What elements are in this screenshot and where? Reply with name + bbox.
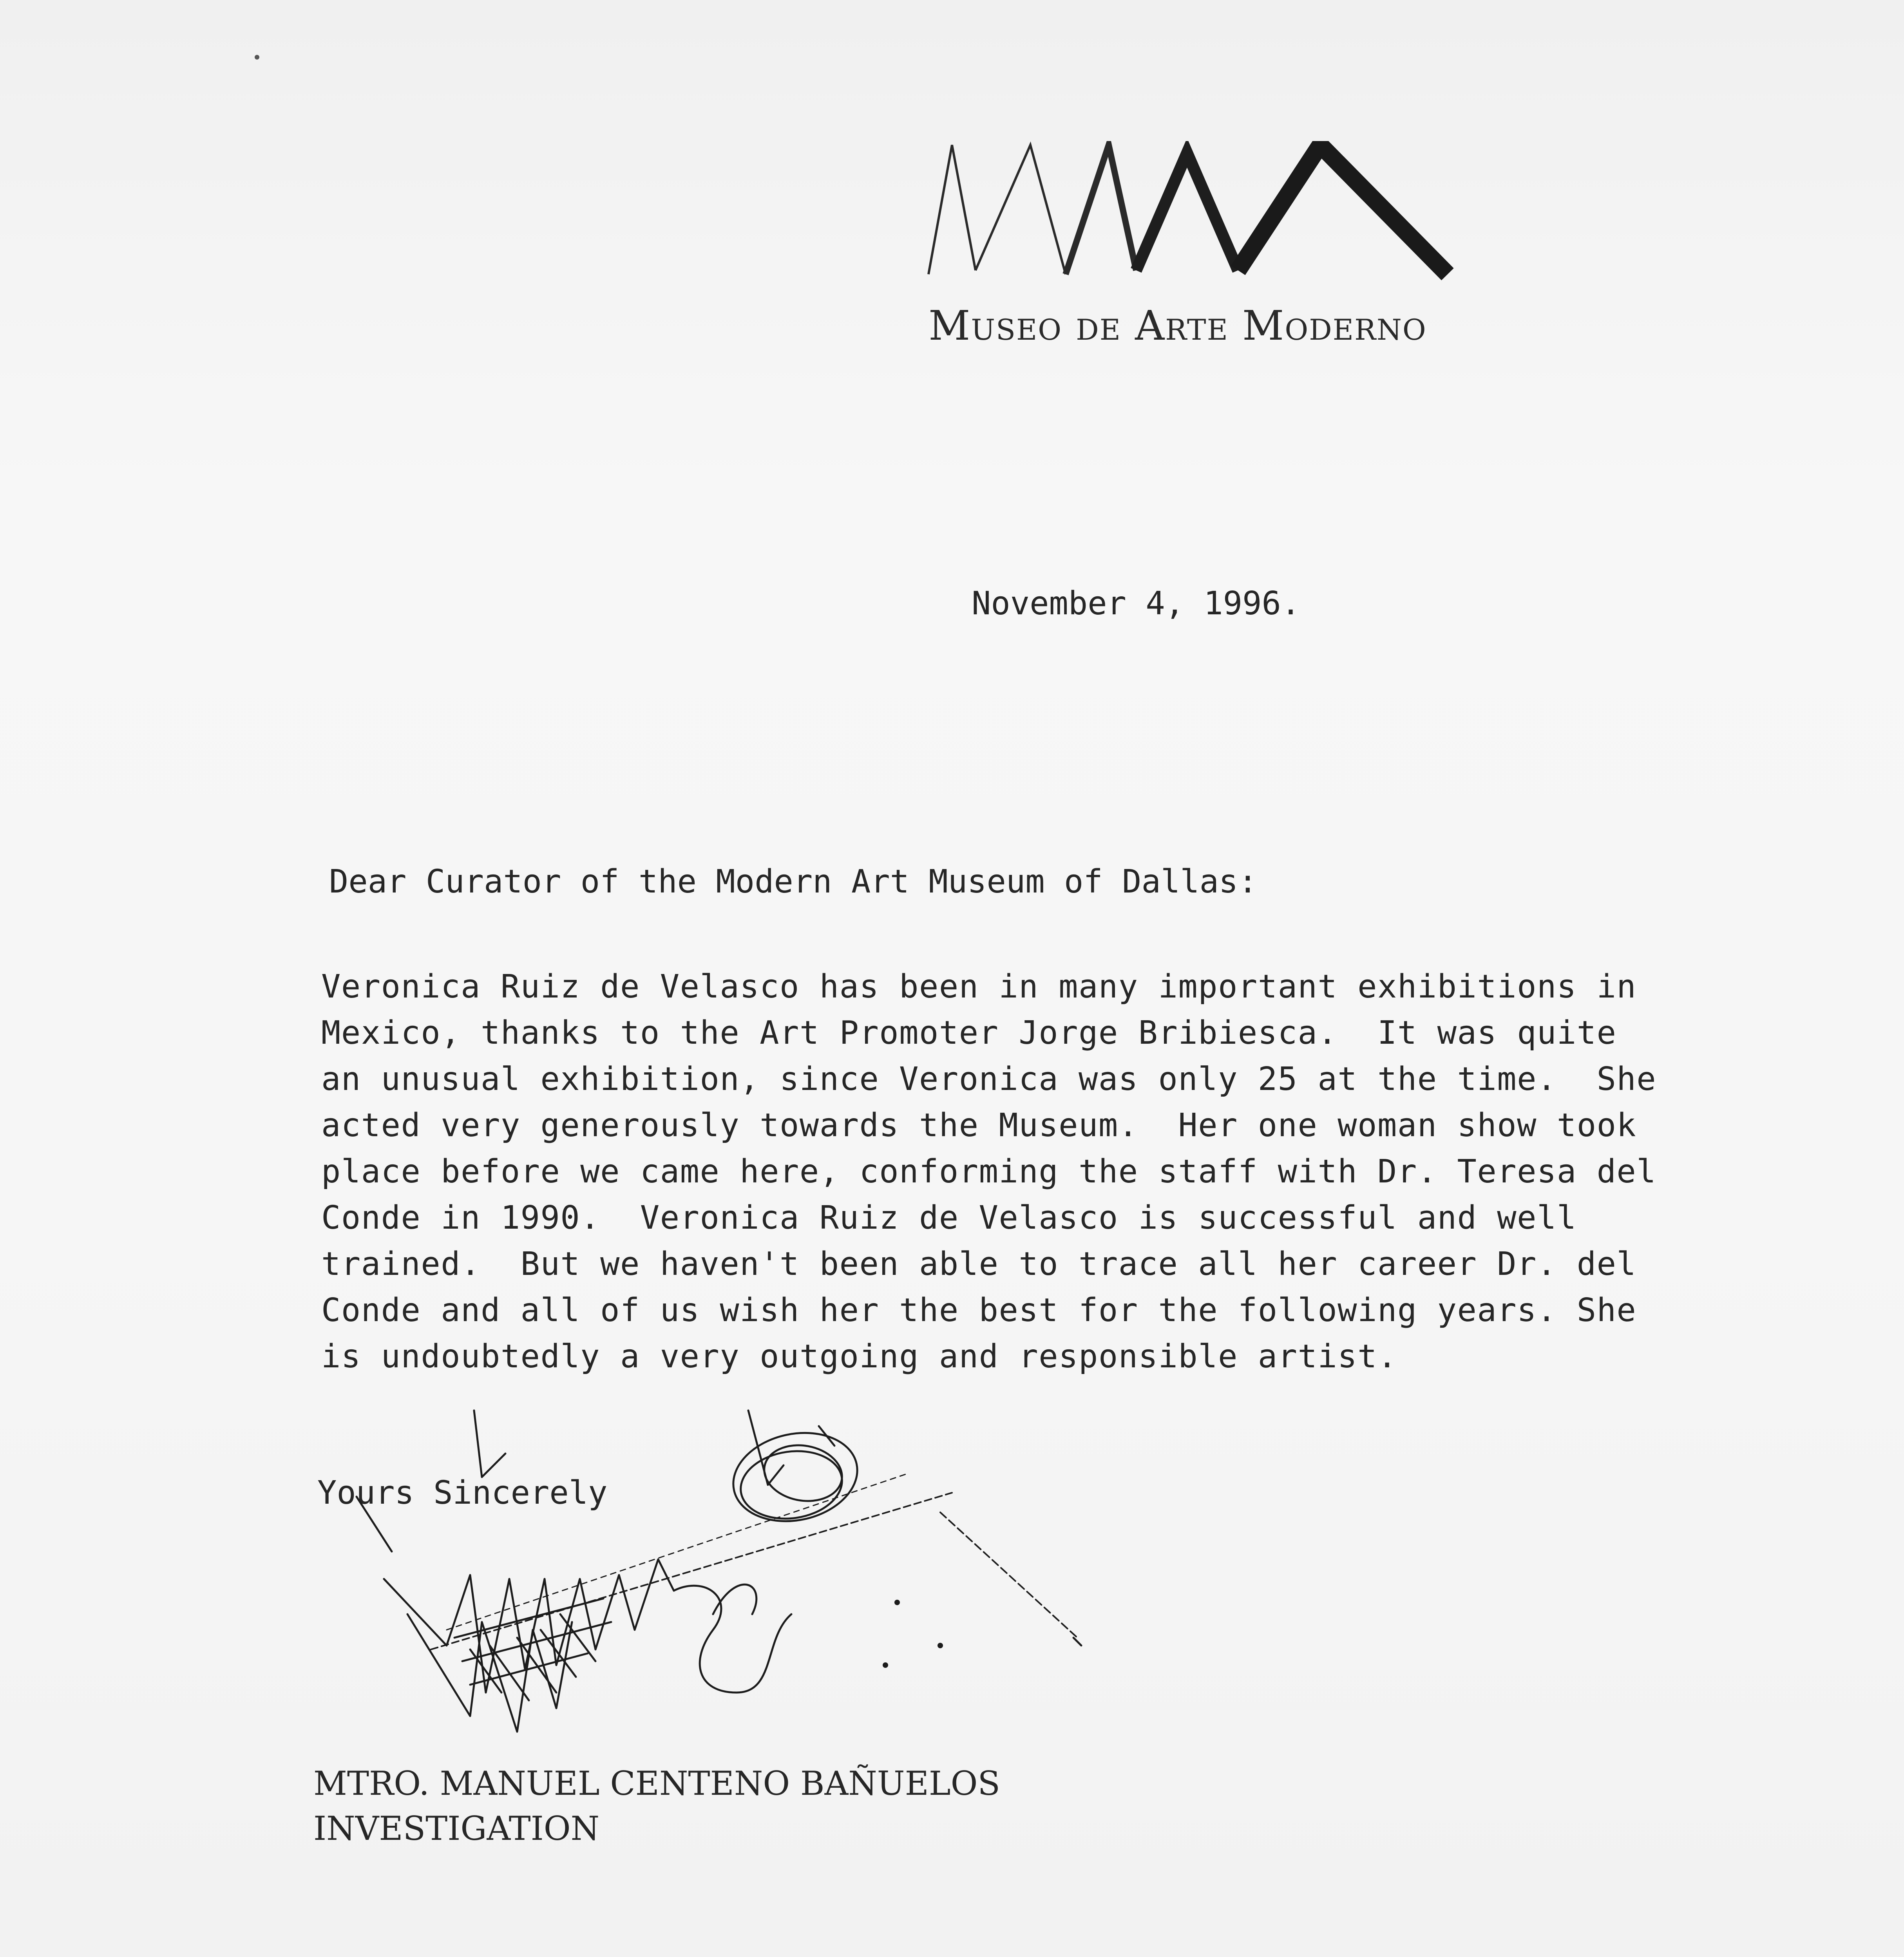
body-line: place before we came here, conforming the staff with Dr. Teresa del — [321, 1153, 1657, 1190]
body-line: Mexico, thanks to the Art Promoter Jorge Bribiesca. It was quite — [321, 1014, 1617, 1052]
body-line: Veronica Ruiz de Velasco has been in many important exhibitions in — [321, 968, 1637, 1005]
letterhead — [925, 141, 1469, 349]
letter-body — [321, 964, 1656, 1380]
body-line: Conde in 1990. Veronica Ruiz de Velasco is successful and well — [321, 1199, 1577, 1236]
signer-title: INVESTIGATION — [313, 1809, 600, 1848]
museum-name: Museo de Arte Moderno — [928, 302, 1427, 349]
body-line: an unusual exhibition, since Veronica was only 25 at the time. She — [321, 1061, 1657, 1098]
mam-zigzag-icon — [925, 141, 1469, 282]
body-line: acted very generously towards the Museum. Her one woman show took — [321, 1107, 1637, 1144]
body-line: trained. But we haven't been able to trace all her career Dr. del — [321, 1246, 1637, 1283]
signer-name: MTRO. MANUEL CENTENO BAÑUELOS — [313, 1764, 1001, 1803]
closing: Yours Sincerely — [317, 1474, 608, 1512]
salutation: Dear Curator of the Modern Art Museum of Dallas: — [329, 863, 1258, 900]
body-line: is undoubtedly a very outgoing and responsible artist. — [321, 1338, 1397, 1375]
body-line: Conde and all of us wish her the best for the following years. She — [321, 1292, 1637, 1329]
paper-speck — [255, 55, 259, 60]
letter-date: November 4, 1996. — [972, 585, 1301, 622]
signature-icon — [353, 1395, 1097, 1747]
